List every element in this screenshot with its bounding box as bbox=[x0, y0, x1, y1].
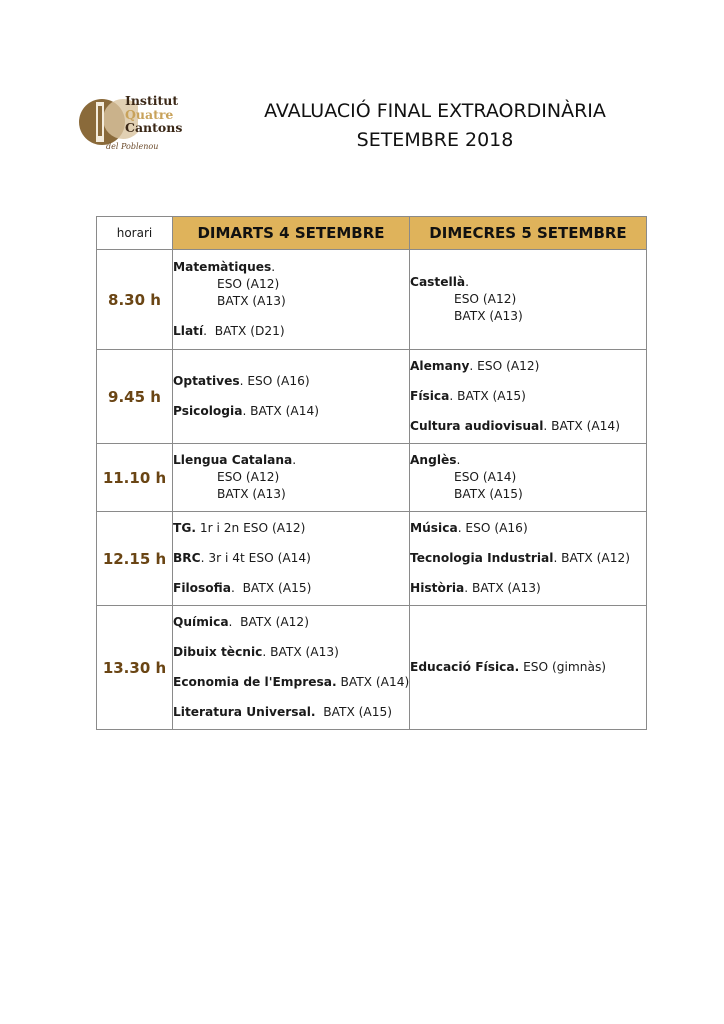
day2-exams-cell bbox=[410, 512, 647, 606]
time-slot: 11.10 h bbox=[97, 444, 173, 512]
exam-detail: . BATX (A14) bbox=[242, 404, 319, 418]
subject-name: Optatives bbox=[173, 374, 240, 388]
exam-group: ESO (A14) bbox=[454, 470, 517, 484]
subject-name: Química bbox=[173, 615, 229, 629]
title-line-1: AVALUACIÓ FINAL EXTRAORDINÀRIA bbox=[264, 100, 606, 122]
exam-detail: . ESO (A12) bbox=[469, 359, 540, 373]
day1-header: DIMARTS 4 SETEMBRE bbox=[173, 217, 410, 250]
exam-entry bbox=[410, 520, 646, 537]
schedule-body bbox=[97, 250, 647, 730]
exam-detail: . ESO (A16) bbox=[457, 521, 528, 535]
exam-group: BATX (A13) bbox=[454, 309, 523, 323]
exam-detail: . BATX (A14) bbox=[543, 419, 620, 433]
day1-exams-cell bbox=[173, 444, 410, 512]
day1-exams-cell bbox=[173, 606, 410, 730]
subject-name: Psicologia bbox=[173, 404, 243, 418]
table-row bbox=[97, 250, 647, 350]
subject-name: Matemàtiques bbox=[173, 260, 272, 274]
time-column-header: horari bbox=[97, 217, 173, 250]
exam-entry bbox=[173, 403, 409, 420]
time-slot: 12.15 h bbox=[97, 512, 173, 606]
subject-name: Dibuix tècnic bbox=[173, 645, 263, 659]
subject-name: TG. bbox=[173, 521, 196, 535]
day2-exams-cell bbox=[410, 606, 647, 730]
exam-detail: . BATX (A13) bbox=[262, 645, 339, 659]
time-slot: 9.45 h bbox=[97, 350, 173, 444]
exam-detail: . BATX (A13) bbox=[464, 581, 541, 595]
subject-name: Història bbox=[410, 581, 465, 595]
exam-detail: . BATX (A12) bbox=[228, 615, 309, 629]
exam-entry bbox=[173, 614, 409, 631]
exam-entry bbox=[173, 373, 409, 390]
exam-entry bbox=[410, 580, 646, 597]
time-slot: 13.30 h bbox=[97, 606, 173, 730]
subject-name: Alemany bbox=[410, 359, 470, 373]
exam-group: ESO (A12) bbox=[454, 292, 517, 306]
subject-name: Filosofia bbox=[173, 581, 231, 595]
exam-group: BATX (A13) bbox=[217, 487, 286, 501]
subject-name: Anglès bbox=[410, 453, 457, 467]
exam-entry bbox=[173, 323, 409, 340]
exam-detail: . bbox=[271, 260, 276, 274]
exam-entry bbox=[410, 388, 646, 405]
exam-entry bbox=[173, 550, 409, 567]
exam-entry bbox=[410, 358, 646, 375]
exam-detail: . bbox=[465, 275, 469, 289]
subject-name: Llengua Catalana bbox=[173, 453, 293, 467]
exam-group: ESO (A12) bbox=[217, 470, 280, 484]
exam-detail: . 3r i 4t ESO (A14) bbox=[200, 551, 311, 565]
title-line-2: SETEMBRE 2018 bbox=[356, 129, 514, 151]
exam-entry bbox=[410, 659, 646, 676]
table-header-row bbox=[97, 217, 647, 250]
school-logo bbox=[78, 92, 198, 160]
subject-name: Llatí bbox=[173, 324, 204, 338]
time-slot: 8.30 h bbox=[97, 250, 173, 350]
document-title bbox=[230, 97, 640, 155]
exam-detail: . BATX (A15) bbox=[449, 389, 526, 403]
day1-exams-cell bbox=[173, 250, 410, 350]
logo-wordmark: Institut Quatre Cantons bbox=[125, 93, 183, 135]
exam-detail: . BATX (A15) bbox=[230, 581, 312, 595]
exam-entry bbox=[173, 580, 409, 597]
exam-entry bbox=[173, 452, 409, 503]
subject-name: Educació Física. bbox=[410, 660, 520, 674]
exam-detail: BATX (A15) bbox=[315, 705, 393, 719]
exam-detail: . ESO (A16) bbox=[239, 374, 310, 388]
subject-name: Física bbox=[410, 389, 450, 403]
exam-schedule-table bbox=[96, 216, 647, 730]
day1-exams-cell bbox=[173, 512, 410, 606]
subject-name: Castellà bbox=[410, 275, 466, 289]
subject-name: Cultura audiovisual bbox=[410, 419, 544, 433]
exam-entry bbox=[173, 704, 409, 721]
subject-name: Tecnologia Industrial bbox=[410, 551, 554, 565]
exam-entry bbox=[410, 274, 646, 325]
day2-exams-cell bbox=[410, 350, 647, 444]
subject-name: Música bbox=[410, 521, 458, 535]
exam-detail: . bbox=[292, 453, 297, 467]
exam-entry bbox=[410, 452, 646, 503]
exam-group: BATX (A15) bbox=[454, 487, 523, 501]
exam-entry bbox=[173, 259, 409, 310]
table-row bbox=[97, 444, 647, 512]
exam-detail: . BATX (A12) bbox=[553, 551, 630, 565]
exam-detail: ESO (gimnàs) bbox=[519, 660, 607, 674]
exam-detail: . BATX (D21) bbox=[203, 324, 285, 338]
table-row bbox=[97, 606, 647, 730]
exam-detail: BATX (A14) bbox=[336, 675, 410, 689]
exam-entry bbox=[173, 644, 409, 661]
subject-name: Economia de l'Empresa. bbox=[173, 675, 337, 689]
day1-exams-cell bbox=[173, 350, 410, 444]
table-row bbox=[97, 350, 647, 444]
exam-entry bbox=[410, 550, 646, 567]
exam-group: ESO (A12) bbox=[217, 277, 280, 291]
day2-header: DIMECRES 5 SETEMBRE bbox=[410, 217, 647, 250]
table-row bbox=[97, 512, 647, 606]
exam-detail: . bbox=[456, 453, 461, 467]
exam-entry bbox=[410, 418, 646, 435]
exam-entry bbox=[173, 674, 409, 691]
exam-group: BATX (A13) bbox=[217, 294, 286, 308]
subject-name: BRC bbox=[173, 551, 201, 565]
exam-entry bbox=[173, 520, 409, 537]
day2-exams-cell bbox=[410, 250, 647, 350]
logo-subtitle: del Poblenou bbox=[106, 142, 159, 151]
exam-detail: 1r i 2n ESO (A12) bbox=[195, 521, 306, 535]
day2-exams-cell bbox=[410, 444, 647, 512]
subject-name: Literatura Universal. bbox=[173, 705, 316, 719]
